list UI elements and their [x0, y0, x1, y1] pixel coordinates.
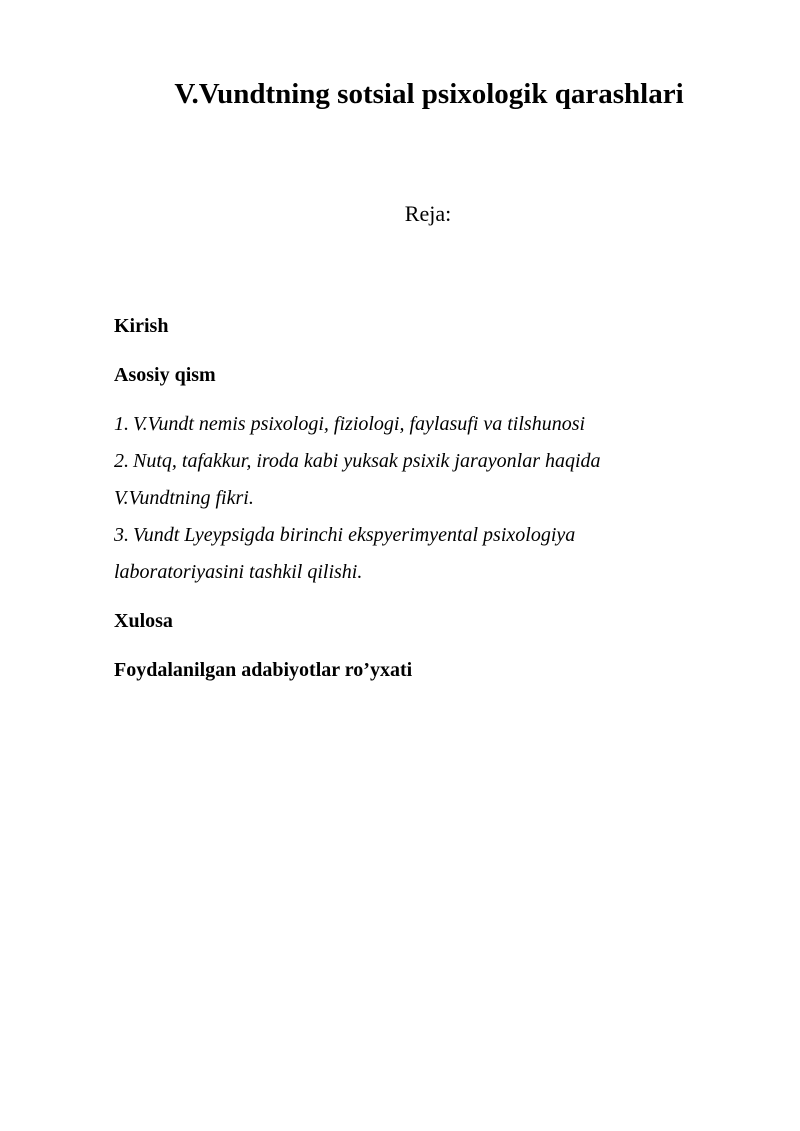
- list-item-number: 1.: [114, 413, 129, 435]
- list-item-number: 3.: [114, 524, 129, 546]
- section-conclusion: Xulosa: [114, 610, 173, 632]
- list-item-text-continued: V.Vundtning fikri.: [114, 487, 254, 509]
- section-references: Foydalanilgan adabiyotlar ro’yxati: [114, 659, 413, 681]
- list-item-2: [114, 443, 714, 517]
- plan-items-list: [114, 406, 714, 591]
- list-item-text-continued: laboratoriyasini tashkil qilishi.: [114, 561, 363, 583]
- list-item-text: V.Vundt nemis psixologi, fiziologi, faylasufi va tilshunosi: [133, 413, 586, 435]
- list-item-number: 2.: [114, 450, 129, 472]
- plan-content: [114, 309, 714, 687]
- list-item-3: [114, 517, 714, 591]
- section-intro: Kirish: [114, 315, 169, 337]
- list-item-1: [114, 406, 714, 443]
- document-title: V.Vundtning sotsial psixologik qarashlari: [174, 78, 684, 110]
- plan-heading: Reja:: [404, 201, 452, 226]
- list-item-text: Nutq, tafakkur, iroda kabi yuksak psixik jarayonlar haqida: [133, 450, 601, 472]
- list-item-text: Vundt Lyeypsigda birinchi ekspyerimyental psixologiya: [133, 524, 576, 546]
- section-main: Asosiy qism: [114, 364, 216, 386]
